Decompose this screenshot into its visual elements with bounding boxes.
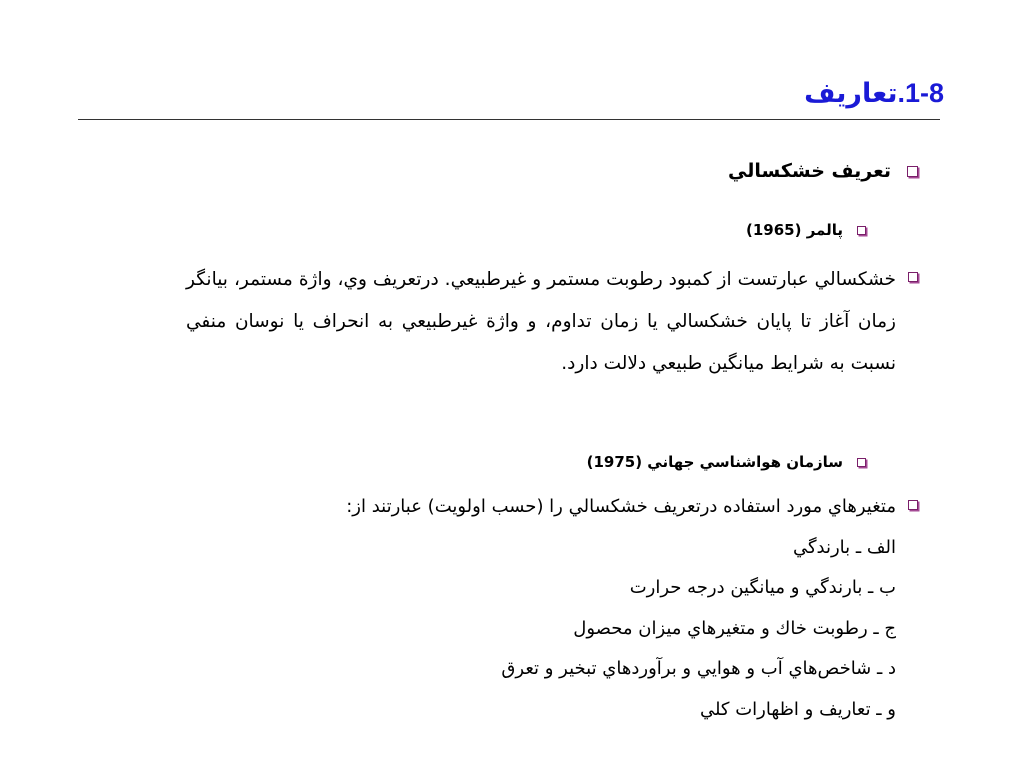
wmo-label: سازمان هواشناسي جهاني (1975)	[586, 453, 843, 471]
wmo-variables-block	[346, 487, 896, 730]
hollow-square-bullet-icon	[908, 272, 918, 282]
wmo-intro-text: متغيرهاي مورد استفاده درتعريف خشكسالي را (حسب اولويت) عبارتند از:	[346, 496, 896, 517]
title-divider	[78, 119, 940, 120]
hollow-square-bullet-icon	[857, 226, 866, 235]
slide-title: 1-8.تعاريف	[804, 78, 944, 108]
hollow-square-bullet-icon	[908, 500, 918, 510]
hollow-square-bullet-icon	[857, 458, 866, 467]
list-item: الف ـ بارندگي	[792, 536, 896, 558]
wmo-variables-item	[346, 487, 918, 730]
hollow-square-bullet-icon	[907, 166, 918, 177]
subheading-wmo	[587, 450, 866, 474]
subheading-palmer	[746, 218, 866, 242]
list-item: ب ـ بارندگي و ميانگين درجه حرارت	[629, 577, 896, 598]
palmer-definition-item	[86, 259, 918, 385]
list-item: ج ـ رطوبت خاك و متغيرهاي ميزان محصول	[573, 617, 896, 639]
list-item: د ـ شاخص‌هاي آب و هوايي و برآوردهاي تبخير و تعرق	[501, 658, 896, 679]
heading-drought-definition	[728, 157, 918, 185]
heading-text: تعريف خشكسالي	[728, 160, 891, 182]
palmer-label: پالمر (1965)	[746, 221, 843, 239]
list-item: و ـ تعاريف و اظهارات كلي	[699, 698, 896, 720]
palmer-definition-text: خشكسالي عبارتست از كمبود رطوبت مستمر و غيرطبيعي. درتعريف وي، واژة مستمر، بيانگر زمان آغاز تا پايان خشكسالي يا زمان تداوم، و واژة غيرطبيعي به انحراف يا نوسان منفي نسبت به شرايط ميانگين طبيعي دلالت دارد.	[186, 269, 896, 374]
